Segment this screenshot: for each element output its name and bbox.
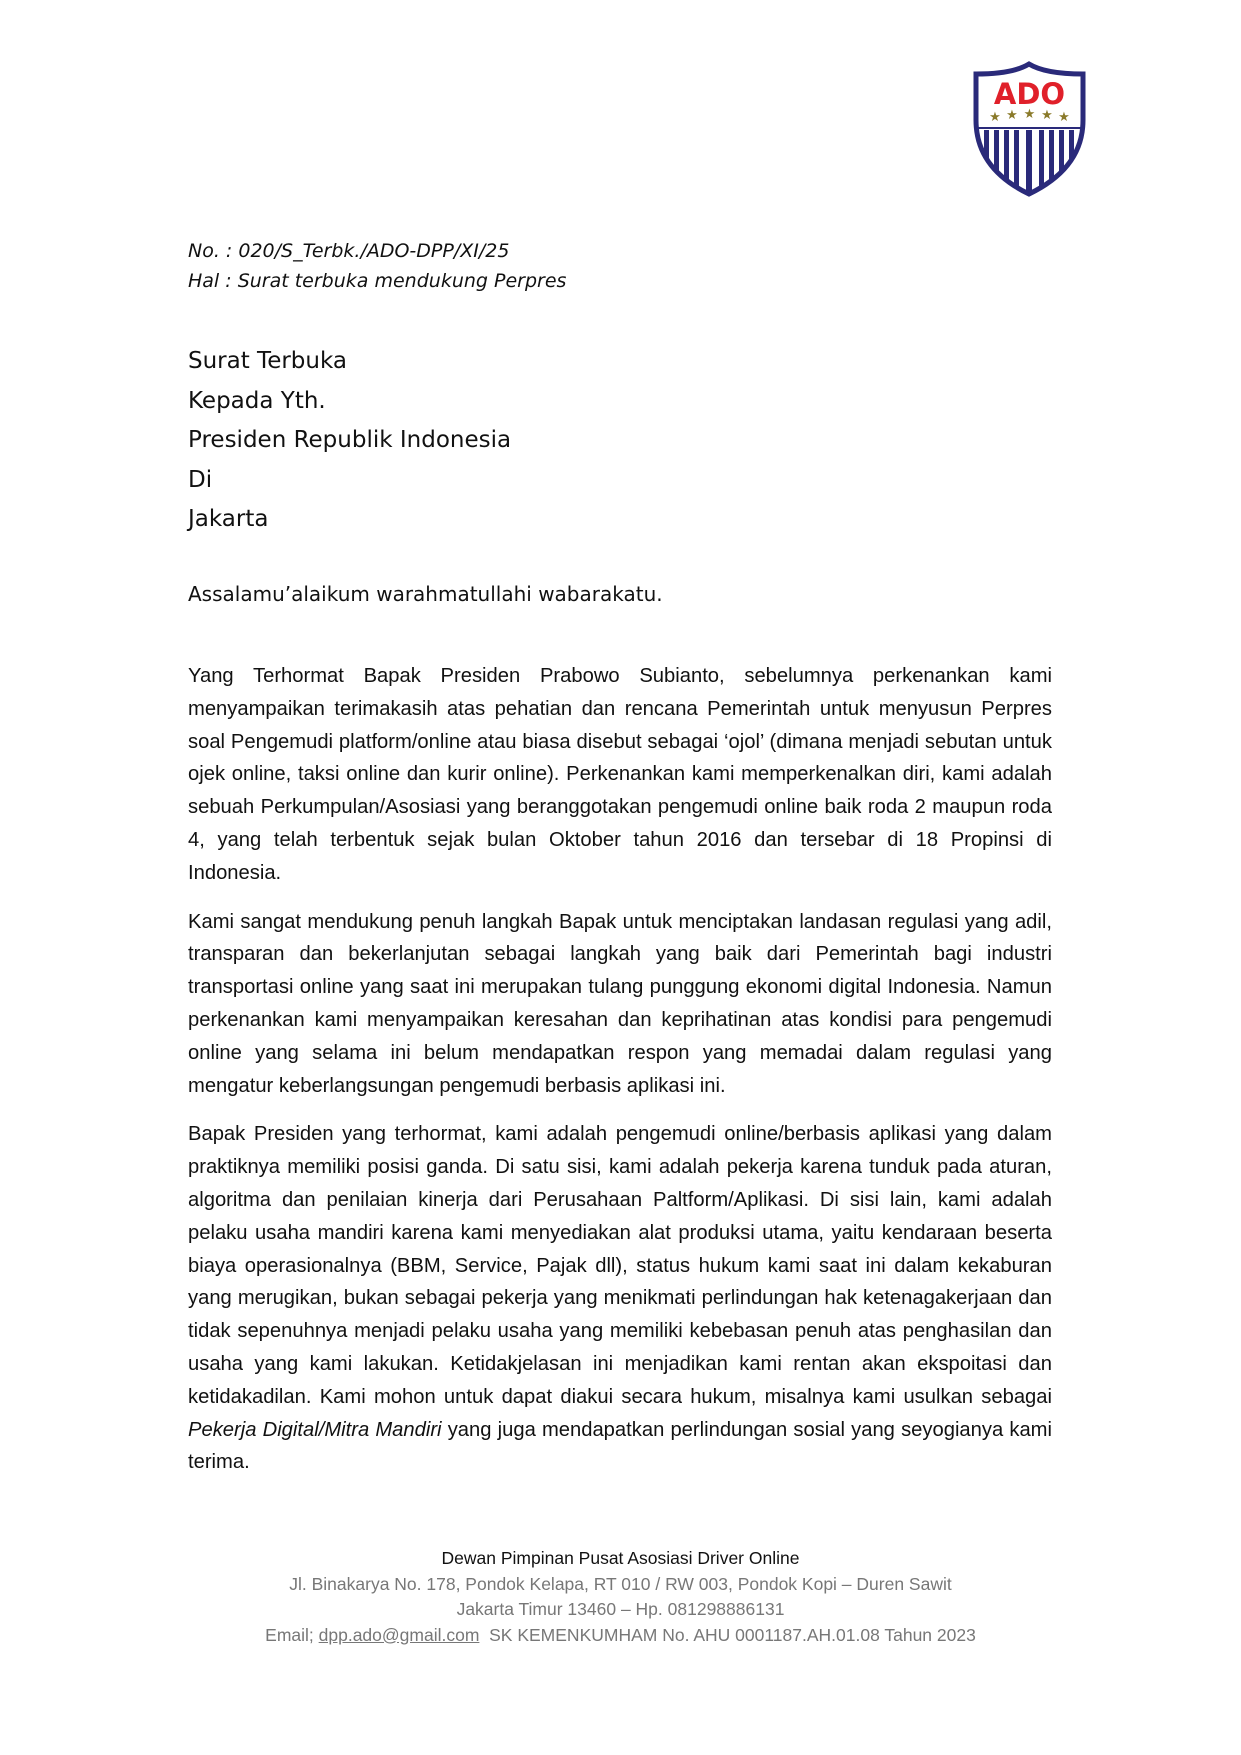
registration-text: SK KEMENKUMHAM No. AHU 0001187.AH.01.08 Tahun 2023 <box>479 1624 976 1645</box>
addressee-line: Surat Terbuka <box>188 348 347 374</box>
addressee-line: Kepada Yth. <box>188 387 326 414</box>
letterhead-footer <box>0 1546 1241 1648</box>
reference-number: No. : 020/S_Terbk./ADO-DPP/XI/25 <box>188 240 510 262</box>
addressee-line: Jakarta <box>188 506 269 532</box>
ado-shield-logo <box>972 60 1087 198</box>
paragraph-text: yang juga mendapatkan perlindungan sosial yang seyogianya kami terima. <box>188 1418 1052 1474</box>
letter-body <box>188 660 1052 1495</box>
reference-subject: Hal : Surat terbuka mendukung Perpres <box>188 270 567 292</box>
addressee-line: Di <box>188 466 213 493</box>
svg-text:★: ★ <box>989 110 1001 125</box>
svg-text:★: ★ <box>1041 108 1053 123</box>
emphasis-text: Pekerja Digital/Mitra Mandiri <box>188 1418 442 1441</box>
svg-text:★: ★ <box>1023 107 1036 122</box>
body-paragraph: Kami sangat mendukung penuh langkah Bapak untuk menciptakan landasan regulasi yang adil, transparan dan bekerlanjutan sebagai langkah yang baik dari Pemerintah bagi industri transportasi online yang saat ini merupakan tulang punggung ekonomi digital Indonesia. Namun perkenankan kami menyampaikan keresahan dan keprihatinan atas kondisi para pengemudi online yang selama ini belum mendapatkan respon yang memadai dalam regulasi yang mengatur keberlangsungan pengemudi berbasis aplikasi ini. <box>188 910 1052 1097</box>
addressee-block <box>188 342 511 540</box>
letter-reference <box>188 236 566 296</box>
footer-organization: Dewan Pimpinan Pusat Asosiasi Driver Online <box>441 1548 800 1568</box>
shield-icon <box>972 60 1087 198</box>
footer-address-line: Jl. Binakarya No. 178, Pondok Kelapa, RT 010 / RW 003, Pondok Kopi – Duren Sawit <box>289 1573 952 1594</box>
footer-address-line: Jakarta Timur 13460 – Hp. 081298886131 <box>456 1599 785 1619</box>
footer-contact-line <box>0 1623 1241 1649</box>
greeting: Assalamu’alaikum warahmatullahi wabarakatu. <box>188 582 663 606</box>
addressee-line: Presiden Republik Indonesia <box>188 427 512 453</box>
body-paragraph: Yang Terhormat Bapak Presiden Prabowo Subianto, sebelumnya perkenankan kami menyampaikan terimakasih atas pehatian dan rencana Pemerintah untuk menyusun Perpres soal Pengemudi platform/online atau biasa disebut sebagai ‘ojol’ (dimana menjadi sebutan untuk ojek online, taksi online dan kurir online). Perkenankan kami memperkenalkan diri, kami adalah sebuah Perkumpulan/Asosiasi yang beranggotakan pengemudi online baik roda 2 maupun roda 4, yang telah terbentuk sejak bulan Oktober tahun 2016 dan tersebar di 18 Propinsi di Indonesia. <box>188 665 1052 884</box>
paragraph-text: Bapak Presiden yang terhormat, kami adalah pengemudi online/berbasis aplikasi yang dalam praktiknya memiliki posisi ganda. Di satu sisi, kami adalah pekerja karena tunduk pada aturan, algoritma dan penilaian kinerja dari Perusahaan Paltform/Aplikasi. Di sisi lain, kami adalah pelaku usaha mandiri karena kami menyediakan alat produksi utama, yaitu kendaraan beserta biaya operasionalnya (BBM, Service, Pajak dll), status hukum kami saat ini dalam kekaburan yang merugikan, bukan sebagai pekerja yang menikmati perlindungan hak ketenagakerjaan dan tidak sepenuhnya menjadi pelaku usaha yang memiliki kebebasan penuh atas penghasilan dan usaha yang kami lakukan. Ketidakjelasan ini menjadikan kami rentan akan ekspoitasi dan ketidakadilan. Kami mohon untuk dapat diakui secara hukum, misalnya kami usulkan sebagai <box>188 1123 1052 1408</box>
email-link[interactable]: dpp.ado@gmail.com <box>318 1624 480 1645</box>
email-label: Email; <box>265 1624 319 1645</box>
svg-text:ADO: ADO <box>993 77 1066 111</box>
svg-text:★: ★ <box>1058 110 1070 125</box>
svg-text:★: ★ <box>1006 108 1018 123</box>
body-paragraph <box>188 1118 1052 1479</box>
